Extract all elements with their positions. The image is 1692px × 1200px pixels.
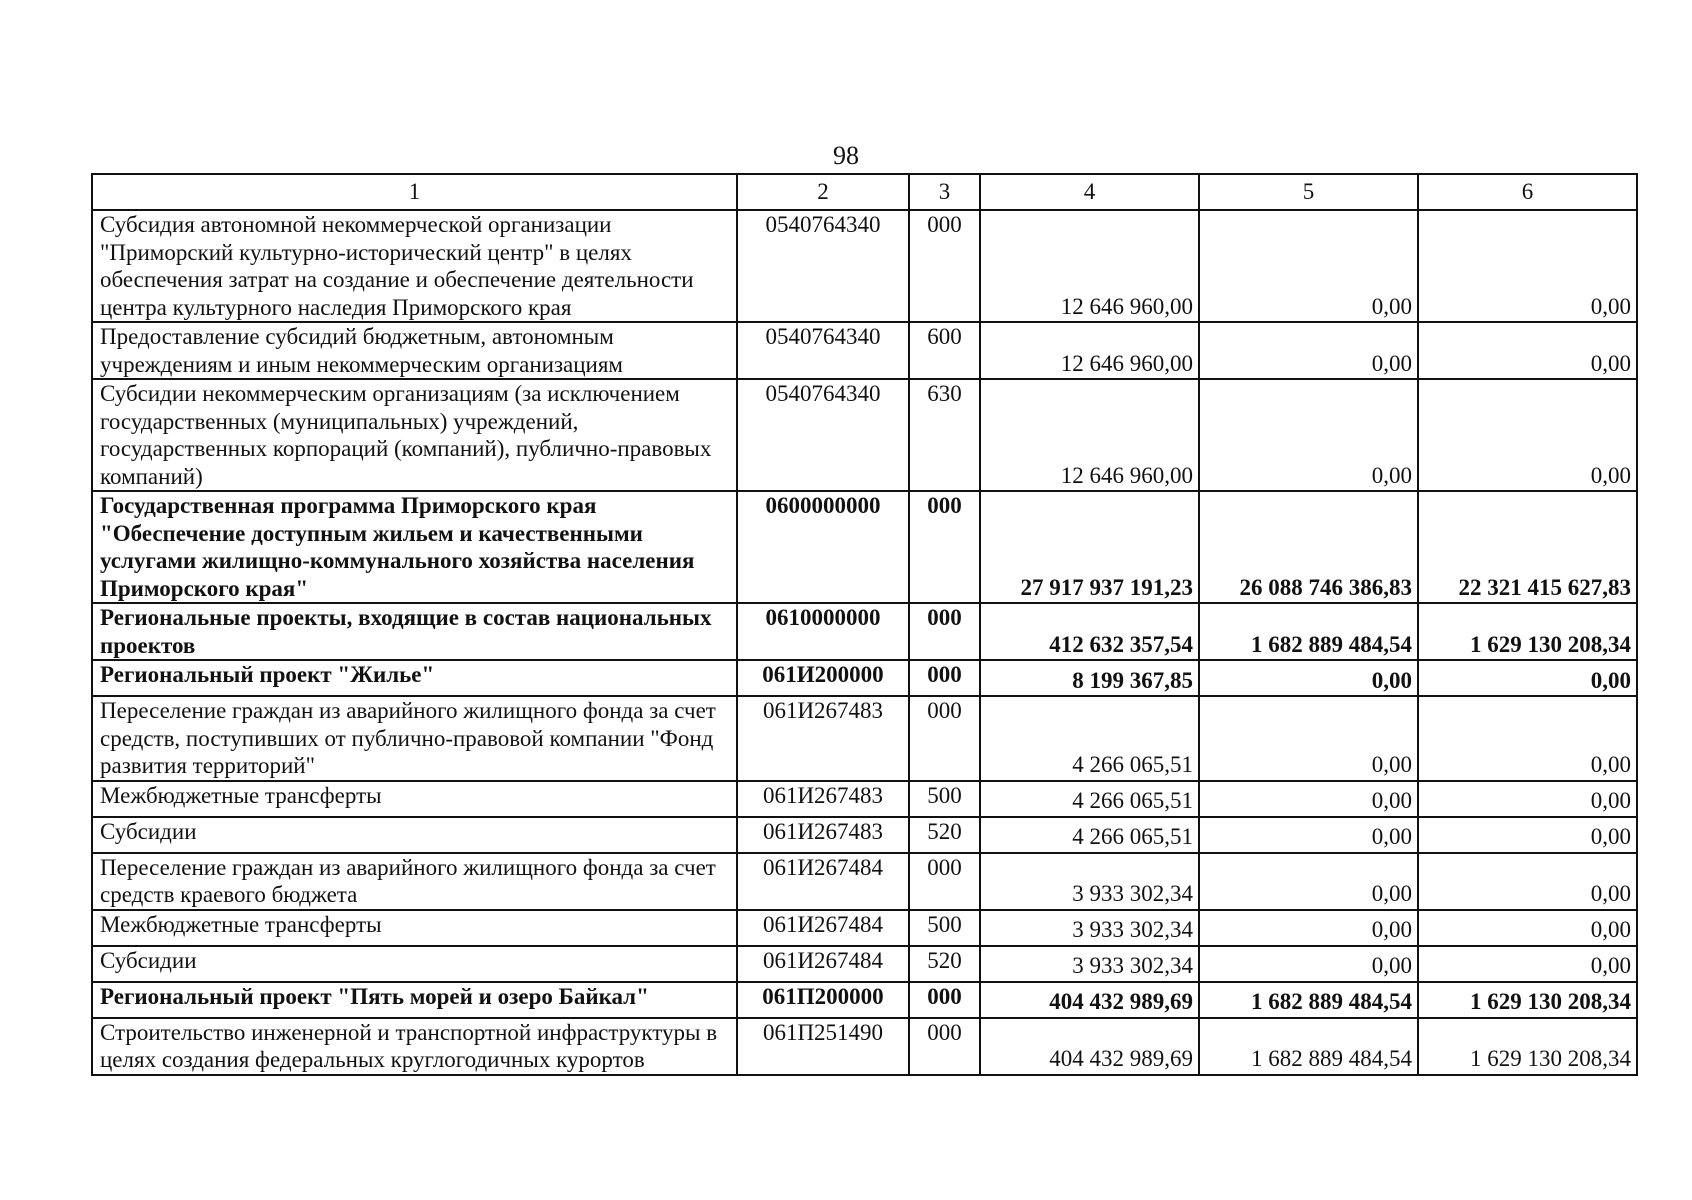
row-code: 061И267484: [737, 946, 909, 982]
row-value-1: 4 266 065,51: [980, 696, 1199, 781]
row-kind: 600: [909, 322, 980, 379]
row-kind: 520: [909, 946, 980, 982]
row-value-1: 412 632 357,54: [980, 603, 1199, 660]
table-row: [92, 210, 1637, 322]
row-code: 061И267483: [737, 781, 909, 817]
row-kind: 500: [909, 910, 980, 946]
row-kind: 520: [909, 817, 980, 853]
row-value-1: 3 933 302,34: [980, 946, 1199, 982]
row-value-1: 404 432 989,69: [980, 982, 1199, 1018]
row-kind: 000: [909, 660, 980, 696]
column-header-code: 2: [737, 174, 909, 210]
row-value-2: 0,00: [1199, 696, 1418, 781]
row-code: 0540764340: [737, 322, 909, 379]
row-value-3: 0,00: [1418, 210, 1637, 322]
row-value-1: 12 646 960,00: [980, 322, 1199, 379]
row-value-1: 404 432 989,69: [980, 1018, 1199, 1075]
row-code: 0540764340: [737, 210, 909, 322]
row-value-3: 1 629 130 208,34: [1418, 982, 1637, 1018]
row-value-1: 12 646 960,00: [980, 210, 1199, 322]
row-value-1: 8 199 367,85: [980, 660, 1199, 696]
row-value-3: 0,00: [1418, 379, 1637, 491]
row-name: Переселение граждан из аварийного жилищного фонда за счет средств, поступивших от публично-правовой компании "Фонд развития территорий": [92, 696, 737, 781]
row-value-3: 0,00: [1418, 781, 1637, 817]
row-value-1: 12 646 960,00: [980, 379, 1199, 491]
table-row: [92, 379, 1637, 491]
table-row: [92, 853, 1637, 910]
row-name: Государственная программа Приморского края "Обеспечение доступным жильем и качественными услугами жилищно-коммунального хозяйства населения Приморского края": [92, 491, 737, 603]
row-value-2: 0,00: [1199, 910, 1418, 946]
table-row: [92, 1018, 1637, 1075]
row-value-3: 0,00: [1418, 817, 1637, 853]
table-row: [92, 696, 1637, 781]
row-kind: 000: [909, 491, 980, 603]
budget-table: [91, 173, 1638, 1076]
row-kind: 000: [909, 210, 980, 322]
row-name: Субсидии: [92, 946, 737, 982]
row-code: 061И200000: [737, 660, 909, 696]
row-kind: 000: [909, 696, 980, 781]
row-kind: 630: [909, 379, 980, 491]
column-header-value-1: 4: [980, 174, 1199, 210]
row-value-2: 1 682 889 484,54: [1199, 1018, 1418, 1075]
row-code: 061И267484: [737, 910, 909, 946]
table-row: [92, 491, 1637, 603]
column-header-value-2: 5: [1199, 174, 1418, 210]
row-value-2: 1 682 889 484,54: [1199, 603, 1418, 660]
table-row: [92, 322, 1637, 379]
column-header-name: 1: [92, 174, 737, 210]
row-kind: 000: [909, 603, 980, 660]
row-value-1: 3 933 302,34: [980, 853, 1199, 910]
table-row: [92, 603, 1637, 660]
row-name: Региональные проекты, входящие в состав национальных проектов: [92, 603, 737, 660]
table-header-row: [92, 174, 1637, 210]
row-kind: 500: [909, 781, 980, 817]
row-name: Субсидии некоммерческим организациям (за исключением государственных (муниципальных) учреждений, государственных корпораций (компаний), публично-правовых компаний): [92, 379, 737, 491]
row-value-2: 0,00: [1199, 853, 1418, 910]
row-name: Субсидии: [92, 817, 737, 853]
row-value-2: 0,00: [1199, 817, 1418, 853]
table-row: [92, 660, 1637, 696]
row-code: 061П200000: [737, 982, 909, 1018]
row-value-3: 1 629 130 208,34: [1418, 603, 1637, 660]
row-name: Переселение граждан из аварийного жилищного фонда за счет средств краевого бюджета: [92, 853, 737, 910]
row-name: Региональный проект "Жилье": [92, 660, 737, 696]
row-value-3: 1 629 130 208,34: [1418, 1018, 1637, 1075]
row-name: Межбюджетные трансферты: [92, 910, 737, 946]
column-header-kind: 3: [909, 174, 980, 210]
row-name: Межбюджетные трансферты: [92, 781, 737, 817]
table-row: [92, 781, 1637, 817]
row-code: 061И267484: [737, 853, 909, 910]
row-value-2: 0,00: [1199, 660, 1418, 696]
row-value-3: 0,00: [1418, 696, 1637, 781]
row-name: Строительство инженерной и транспортной инфраструктуры в целях создания федеральных круглогодичных курортов: [92, 1018, 737, 1075]
row-code: 0600000000: [737, 491, 909, 603]
table-row: [92, 910, 1637, 946]
row-value-2: 0,00: [1199, 781, 1418, 817]
row-value-3: 22 321 415 627,83: [1418, 491, 1637, 603]
row-value-1: 4 266 065,51: [980, 781, 1199, 817]
column-header-value-3: 6: [1418, 174, 1637, 210]
row-value-2: 26 088 746 386,83: [1199, 491, 1418, 603]
row-name: Предоставление субсидий бюджетным, автономным учреждениям и иным некоммерческим организациям: [92, 322, 737, 379]
row-value-2: 0,00: [1199, 379, 1418, 491]
row-value-1: 3 933 302,34: [980, 910, 1199, 946]
row-value-2: 0,00: [1199, 946, 1418, 982]
row-code: 061П251490: [737, 1018, 909, 1075]
row-value-2: 1 682 889 484,54: [1199, 982, 1418, 1018]
row-value-3: 0,00: [1418, 946, 1637, 982]
row-code: 0540764340: [737, 379, 909, 491]
table-row: [92, 817, 1637, 853]
row-code: 061И267483: [737, 817, 909, 853]
row-code: 061И267483: [737, 696, 909, 781]
row-name: Субсидия автономной некоммерческой организации "Приморский культурно-исторический центр" в целях обеспечения затрат на создание и обеспечение деятельности центра культурного наследия Приморского края: [92, 210, 737, 322]
page-number: 98: [833, 141, 859, 170]
row-name: Региональный проект "Пять морей и озеро Байкал": [92, 982, 737, 1018]
row-kind: 000: [909, 1018, 980, 1075]
row-kind: 000: [909, 982, 980, 1018]
row-value-3: 0,00: [1418, 322, 1637, 379]
row-value-3: 0,00: [1418, 910, 1637, 946]
row-code: 0610000000: [737, 603, 909, 660]
row-value-3: 0,00: [1418, 660, 1637, 696]
table-row: [92, 982, 1637, 1018]
row-value-1: 4 266 065,51: [980, 817, 1199, 853]
table-row: [92, 946, 1637, 982]
row-kind: 000: [909, 853, 980, 910]
row-value-3: 0,00: [1418, 853, 1637, 910]
row-value-1: 27 917 937 191,23: [980, 491, 1199, 603]
row-value-2: 0,00: [1199, 210, 1418, 322]
row-value-2: 0,00: [1199, 322, 1418, 379]
